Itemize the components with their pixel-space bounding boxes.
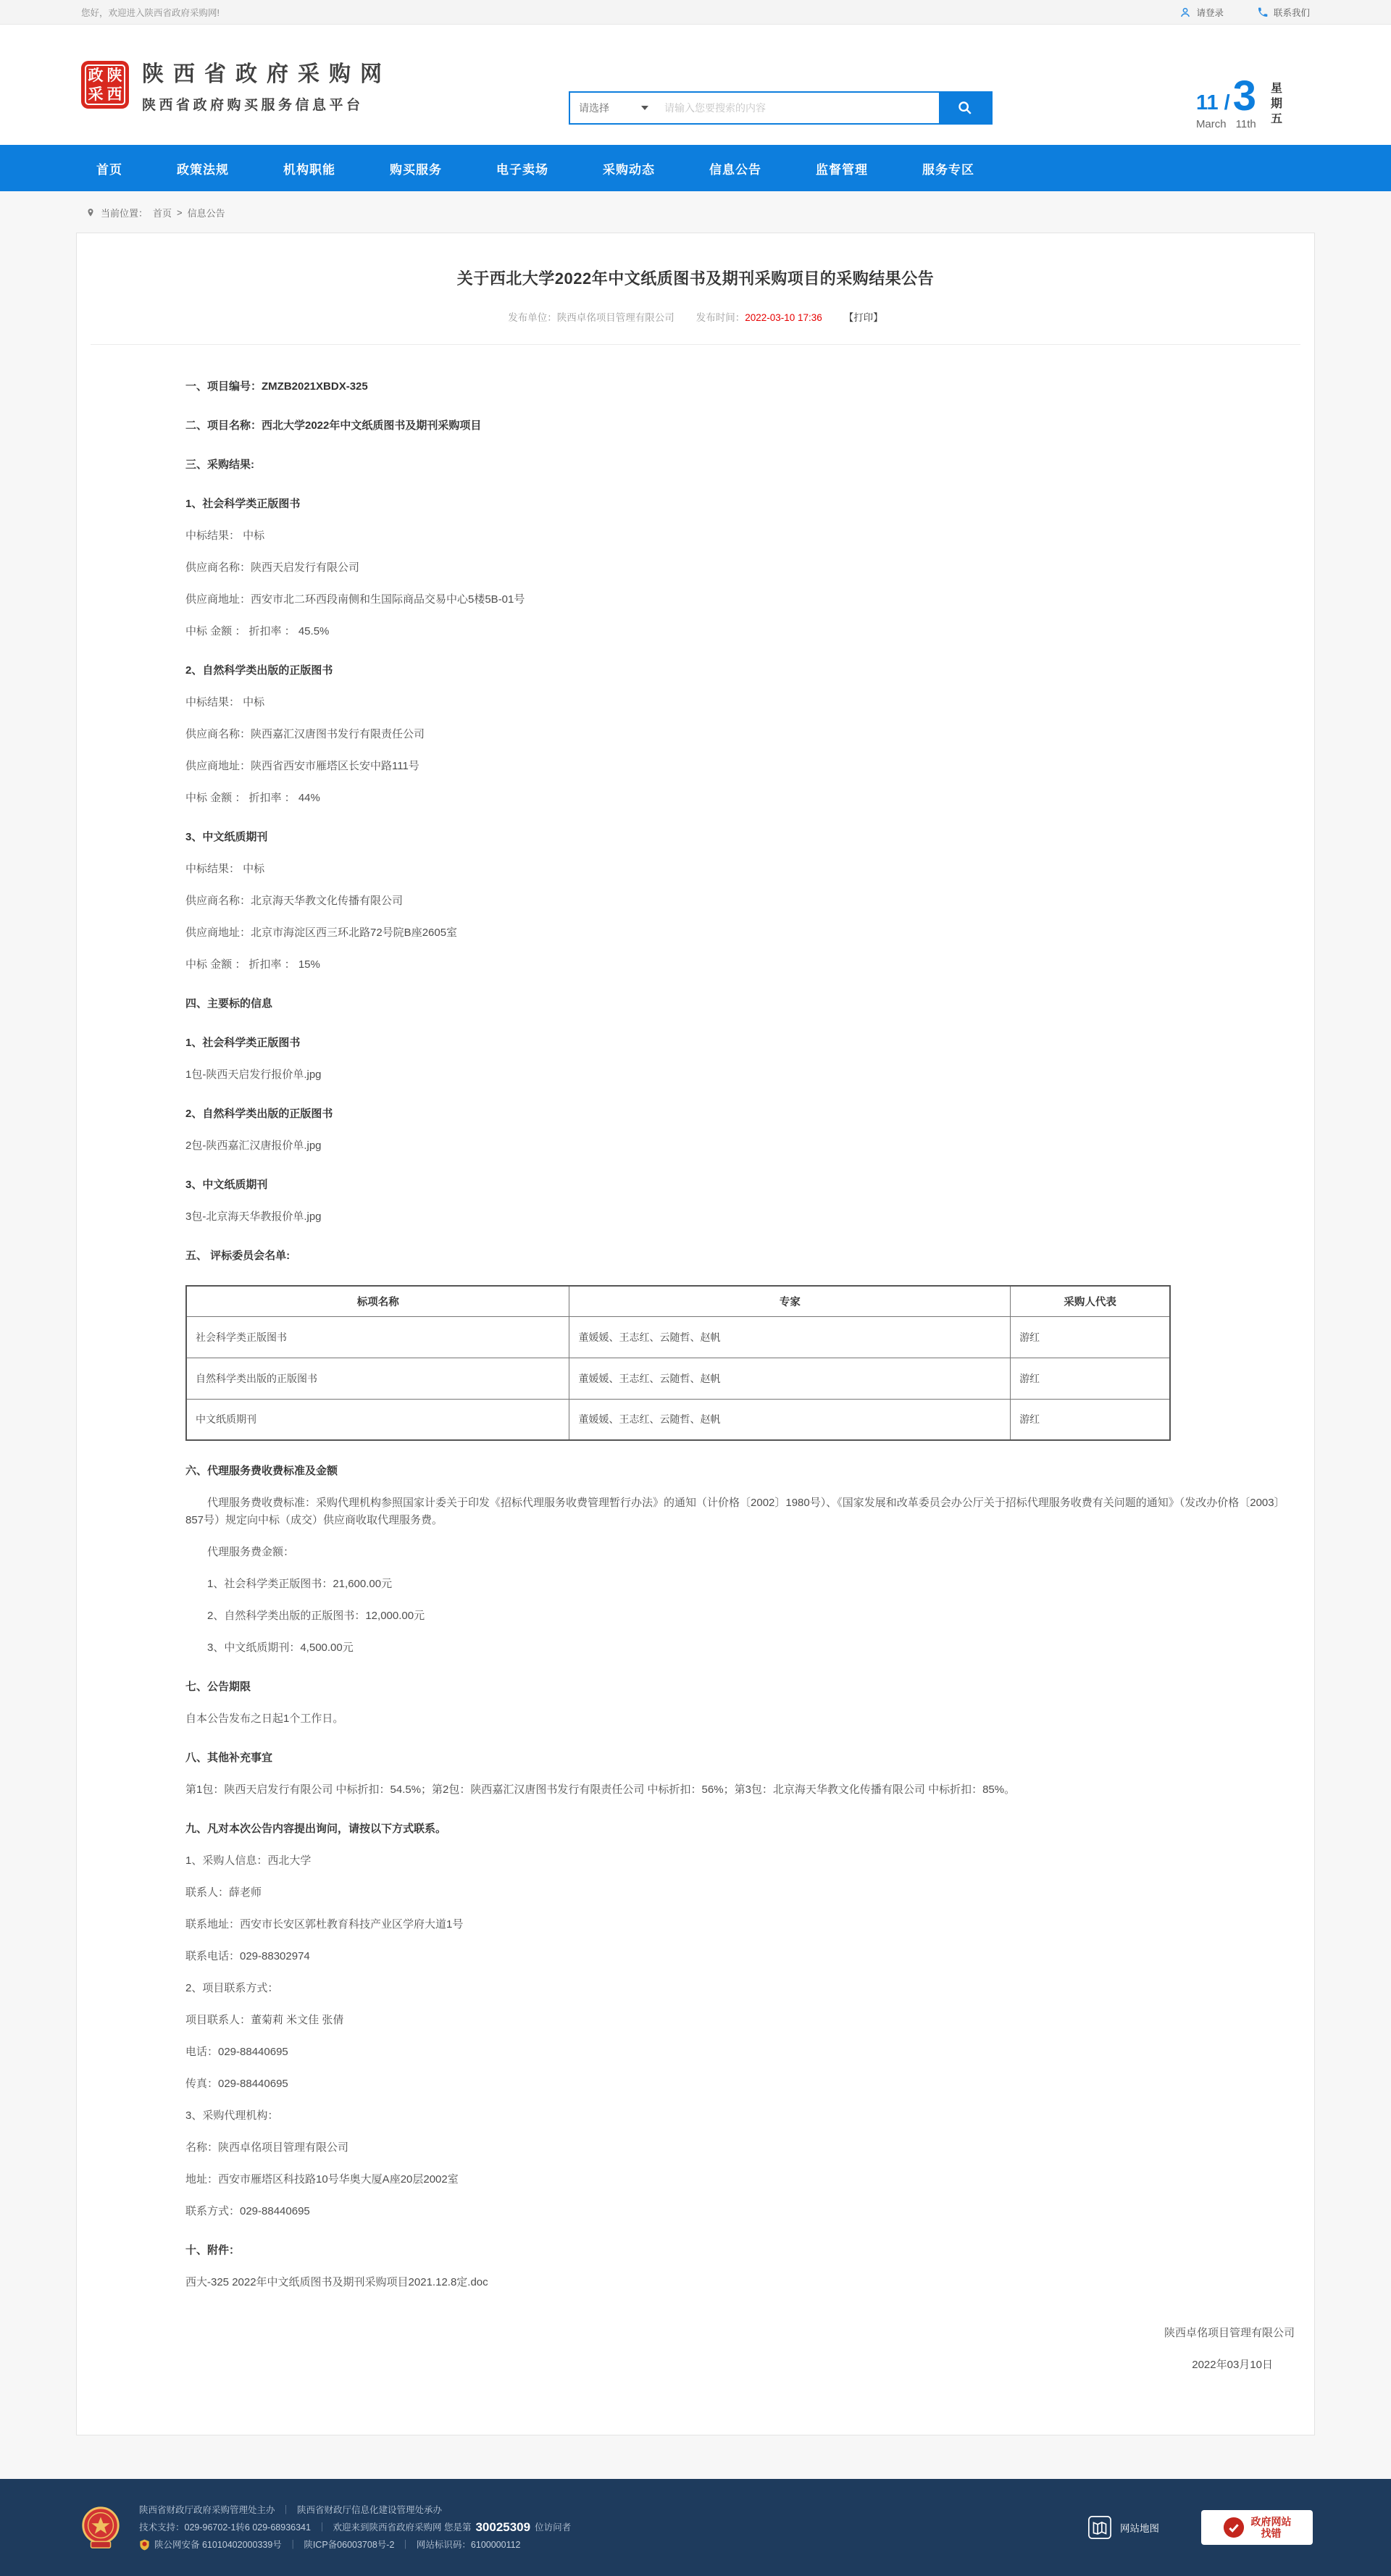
finance-emblem-icon <box>78 2505 123 2550</box>
search-category-select[interactable]: 请选择 <box>570 93 657 123</box>
site-title: 陕西省政府采购网 <box>142 62 391 86</box>
breadcrumb <box>0 191 1391 230</box>
site-code-text: 网站标识码：6100000112 <box>416 2540 521 2550</box>
error-badge-text: 政府网站 找错 <box>1250 2516 1292 2539</box>
search-bar <box>569 91 993 125</box>
nav-item-3[interactable]: 购买服务 <box>390 162 442 177</box>
paragraph: 1包-陕西天启发行报价单.jpg <box>185 1069 322 1081</box>
search-input[interactable] <box>657 93 939 123</box>
paragraph: 代理服务费收费标准：采购代理机构参照国家计委关于印发《招标代理服务收费管理暂行办法》的通知（计价格〔2002〕1980号）、《国家发展和改革委员会办公厅关于招标代理服务收费有关问题的通知》（发改办价格〔2003〕857号）规定向中标（成交）供应商收取代理服务费。 <box>185 1497 1285 1526</box>
section-heading: 三、采购结果: <box>185 459 254 471</box>
paragraph: 1、采购人信息：西北大学 <box>185 1854 312 1867</box>
publisher-text: 发布单位：陕西卓佲项目管理有限公司 <box>508 312 674 323</box>
breadcrumb-home-link[interactable]: 首页 <box>153 208 172 219</box>
table-cell: 游红 <box>1011 1358 1170 1399</box>
site-logo[interactable] <box>81 56 391 114</box>
sitemap-label: 网站地图 <box>1120 2523 1159 2534</box>
site-header <box>0 25 1391 145</box>
beian-icp-link[interactable]: 陕ICP备06003708号-2 <box>304 2540 395 2550</box>
sitemap-link[interactable] <box>1087 2515 1159 2540</box>
paragraph: 3包-北京海天华教报价单.jpg <box>185 1210 322 1223</box>
beian-gongan-link[interactable]: 陕公网安备 61010402000339号 <box>154 2540 282 2550</box>
article-title: 关于西北大学2022年中文纸质图书及期刊采购项目的采购结果公告 <box>456 269 935 288</box>
paragraph: 3、中文纸质期刊：4,500.00元 <box>207 1642 354 1654</box>
paragraph: 第1包：陕西天启发行有限公司 中标折扣：54.5%；第2包：陕西嘉汇汉唐图书发行有限责任公司 中标折扣：56%；第3包：北京海天华教文化传播有限公司 中标折扣：85%。 <box>185 1783 1016 1796</box>
table-header-cell: 采购人代表 <box>1011 1286 1170 1316</box>
paragraph: 1、社会科学类正版图书：21,600.00元 <box>207 1578 393 1590</box>
paragraph: 中标结果： 中标 <box>185 530 265 542</box>
paragraph: 联系人：薛老师 <box>185 1886 262 1899</box>
date-widget <box>1195 72 1282 131</box>
paragraph: 供应商名称：陕西嘉汇汉唐图书发行有限责任公司 <box>185 728 425 740</box>
map-icon <box>1087 2515 1112 2540</box>
paragraph: 联系方式：029-88440695 <box>185 2205 310 2217</box>
table-row <box>186 1399 1170 1440</box>
table-cell: 社会科学类正版图书 <box>186 1316 569 1358</box>
section-heading: 五、 评标委员会名单: <box>185 1250 291 1262</box>
paragraph: 自本公告发布之日起1个工作日。 <box>185 1713 344 1725</box>
search-button[interactable] <box>939 93 991 123</box>
paragraph: 中标 金额 ： 折扣率 ： 44% <box>185 792 320 804</box>
committee-table <box>185 1285 1171 1441</box>
login-button[interactable]: 请登录 <box>1179 6 1224 19</box>
footer-line-1: 陕西省财政厅政府采购管理处主办 ｜ 陕西省财政厅信息化建设管理处承办 <box>139 2505 443 2515</box>
footer-line-3: 陕公网安备 61010402000339号 ｜ 陕ICP备06003708号-2 ｜ 网站标识码：6100000112 <box>139 2538 571 2552</box>
paragraph: 中标结果： 中标 <box>185 863 265 875</box>
table-row <box>186 1316 1170 1358</box>
paragraph: 2、项目联系方式： <box>185 1982 279 1994</box>
welcome-text: 您好，欢迎进入陕西省政府采购网! <box>81 7 220 18</box>
article-card <box>76 233 1315 2435</box>
paragraph: 地址：西安市雁塔区科技路10号华奥大厦A座20层2002室 <box>185 2173 459 2186</box>
nav-item-6[interactable]: 信息公告 <box>709 162 761 177</box>
visitor-count: 30025309 <box>475 2520 531 2534</box>
section-heading: 3、中文纸质期刊 <box>185 1179 268 1191</box>
table-cell: 游红 <box>1011 1399 1170 1440</box>
table-cell: 董媛媛、王志红、云随哲、赵帆 <box>569 1358 1011 1399</box>
section-heading: 七、公告期限 <box>185 1681 251 1693</box>
date-day-month: 11 / 3 <box>1195 72 1256 120</box>
section-heading: 十、附件： <box>185 2244 241 2257</box>
footer-text <box>139 2500 571 2555</box>
paragraph: 供应商名称：陕西天启发行有限公司 <box>185 561 360 574</box>
site-subtitle: 陕西省政府购买服务信息平台 <box>142 98 364 113</box>
search-icon <box>957 100 973 116</box>
paragraph: 代理服务费金额： <box>207 1546 295 1558</box>
nav-item-7[interactable]: 监督管理 <box>816 162 868 177</box>
nav-item-2[interactable]: 机构职能 <box>283 162 335 177</box>
paragraph: 联系地址：西安市长安区郭杜教育科技产业区学府大道1号 <box>185 1918 464 1931</box>
table-cell: 自然科学类出版的正版图书 <box>186 1358 569 1399</box>
nav-item-1[interactable]: 政策法规 <box>177 162 229 177</box>
paragraph: 3、采购代理机构： <box>185 2109 279 2122</box>
weekday-text: 星 期 五 <box>1270 83 1282 125</box>
gongan-badge-icon <box>139 2539 150 2551</box>
paragraph: 项目联系人：董菊莉 米文佳 张倩 <box>185 2014 344 2026</box>
nav-item-8[interactable]: 服务专区 <box>922 162 974 177</box>
section-heading: 3、中文纸质期刊 <box>185 831 268 843</box>
publish-time-text: 发布时间：2022-03-10 17:36 <box>696 312 822 323</box>
section-heading: 2、自然科学类出版的正版图书 <box>185 664 333 677</box>
contact-button[interactable]: 联系我们 <box>1257 6 1310 19</box>
article-body <box>88 345 1303 2374</box>
section-heading: 1、社会科学类正版图书 <box>185 498 301 510</box>
paragraph: 2包-陕西嘉汇汉唐报价单.jpg <box>185 1139 322 1152</box>
table-header-cell: 标项名称 <box>186 1286 569 1316</box>
breadcrumb-separator: > <box>177 207 183 218</box>
date-english: March 11th <box>1195 118 1256 131</box>
paragraph: 2、自然科学类出版的正版图书：12,000.00元 <box>207 1610 425 1622</box>
paragraph: 中标 金额 ： 折扣率 ： 45.5% <box>185 625 330 637</box>
section-heading: 二、项目名称：西北大学2022年中文纸质图书及期刊采购项目 <box>185 419 482 432</box>
phone-icon <box>1257 7 1269 18</box>
location-pin-icon <box>85 208 96 218</box>
section-heading: 2、自然科学类出版的正版图书 <box>185 1108 333 1120</box>
nav-item-0[interactable]: 首页 <box>96 162 122 177</box>
table-cell: 董媛媛、王志红、云随哲、赵帆 <box>569 1316 1011 1358</box>
article-meta <box>88 309 1303 324</box>
section-heading: 四、主要标的信息 <box>185 998 273 1010</box>
paragraph: 名称：陕西卓佲项目管理有限公司 <box>185 2141 349 2154</box>
table-cell: 中文纸质期刊 <box>186 1399 569 1440</box>
user-icon <box>1179 7 1191 18</box>
footer-line-2: 技术支持：029-96702-1转6 029-68936341 ｜ 欢迎来到陕西省政府采购网 您是第 30025309 位访问者 <box>139 2520 572 2534</box>
signature-date: 2022年03月10日 <box>1192 2359 1273 2371</box>
paragraph: 联系电话：029-88302974 <box>185 1950 310 1962</box>
paragraph: 供应商地址：北京市海淀区西三环北路72号院B座2605室 <box>185 927 458 939</box>
paragraph: 供应商名称：北京海天华教文化传播有限公司 <box>185 895 404 907</box>
paragraph: 中标结果： 中标 <box>185 696 265 708</box>
error-report-badge[interactable] <box>1201 2510 1313 2545</box>
paragraph: 中标 金额 ： 折扣率 ： 15% <box>185 958 320 971</box>
nav-item-4[interactable]: 电子卖场 <box>496 162 548 177</box>
section-heading: 九、凡对本次公告内容提出询问，请按以下方式联系。 <box>185 1823 447 1835</box>
topbar <box>0 0 1391 25</box>
signature-company: 陕西卓佲项目管理有限公司 <box>1164 2327 1295 2339</box>
paragraph: 供应商地址：西安市北二环西段南侧和生国际商品交易中心5楼5B-01号 <box>185 593 525 606</box>
footer <box>0 2479 1391 2576</box>
paragraph: 传真：029-88440695 <box>185 2078 288 2090</box>
nav-menu <box>0 145 1391 191</box>
nav-item-5[interactable]: 采购动态 <box>603 162 655 177</box>
table-cell: 游红 <box>1011 1316 1170 1358</box>
section-heading: 一、项目编号：ZMZB2021XBDX-325 <box>185 380 368 393</box>
table-row <box>186 1358 1170 1399</box>
section-heading: 八、其他补充事宜 <box>185 1752 273 1764</box>
breadcrumb-current-link[interactable]: 信息公告 <box>187 208 225 219</box>
breadcrumb-label: 当前位置： <box>101 208 149 219</box>
seal-logo-icon: 政 陕 采 西 <box>81 61 129 109</box>
attachment-link[interactable]: 西大-325 2022年中文纸质图书及期刊采购项目2021.12.8定.doc <box>185 2276 488 2288</box>
publish-time: 2022-03-10 17:36 <box>745 312 822 323</box>
chevron-down-icon <box>641 106 648 110</box>
print-button[interactable]: 【打印】 <box>843 312 883 323</box>
paragraph: 供应商地址：陕西省西安市雁塔区长安中路111号 <box>185 760 419 772</box>
paragraph: 电话：029-88440695 <box>185 2046 288 2058</box>
table-cell: 董媛媛、王志红、云随哲、赵帆 <box>569 1399 1011 1440</box>
section-heading: 六、代理服务费收费标准及金额 <box>185 1465 338 1477</box>
table-header-cell: 专家 <box>569 1286 1011 1316</box>
section-heading: 1、社会科学类正版图书 <box>185 1037 301 1049</box>
error-badge-logo-icon <box>1223 2517 1245 2538</box>
